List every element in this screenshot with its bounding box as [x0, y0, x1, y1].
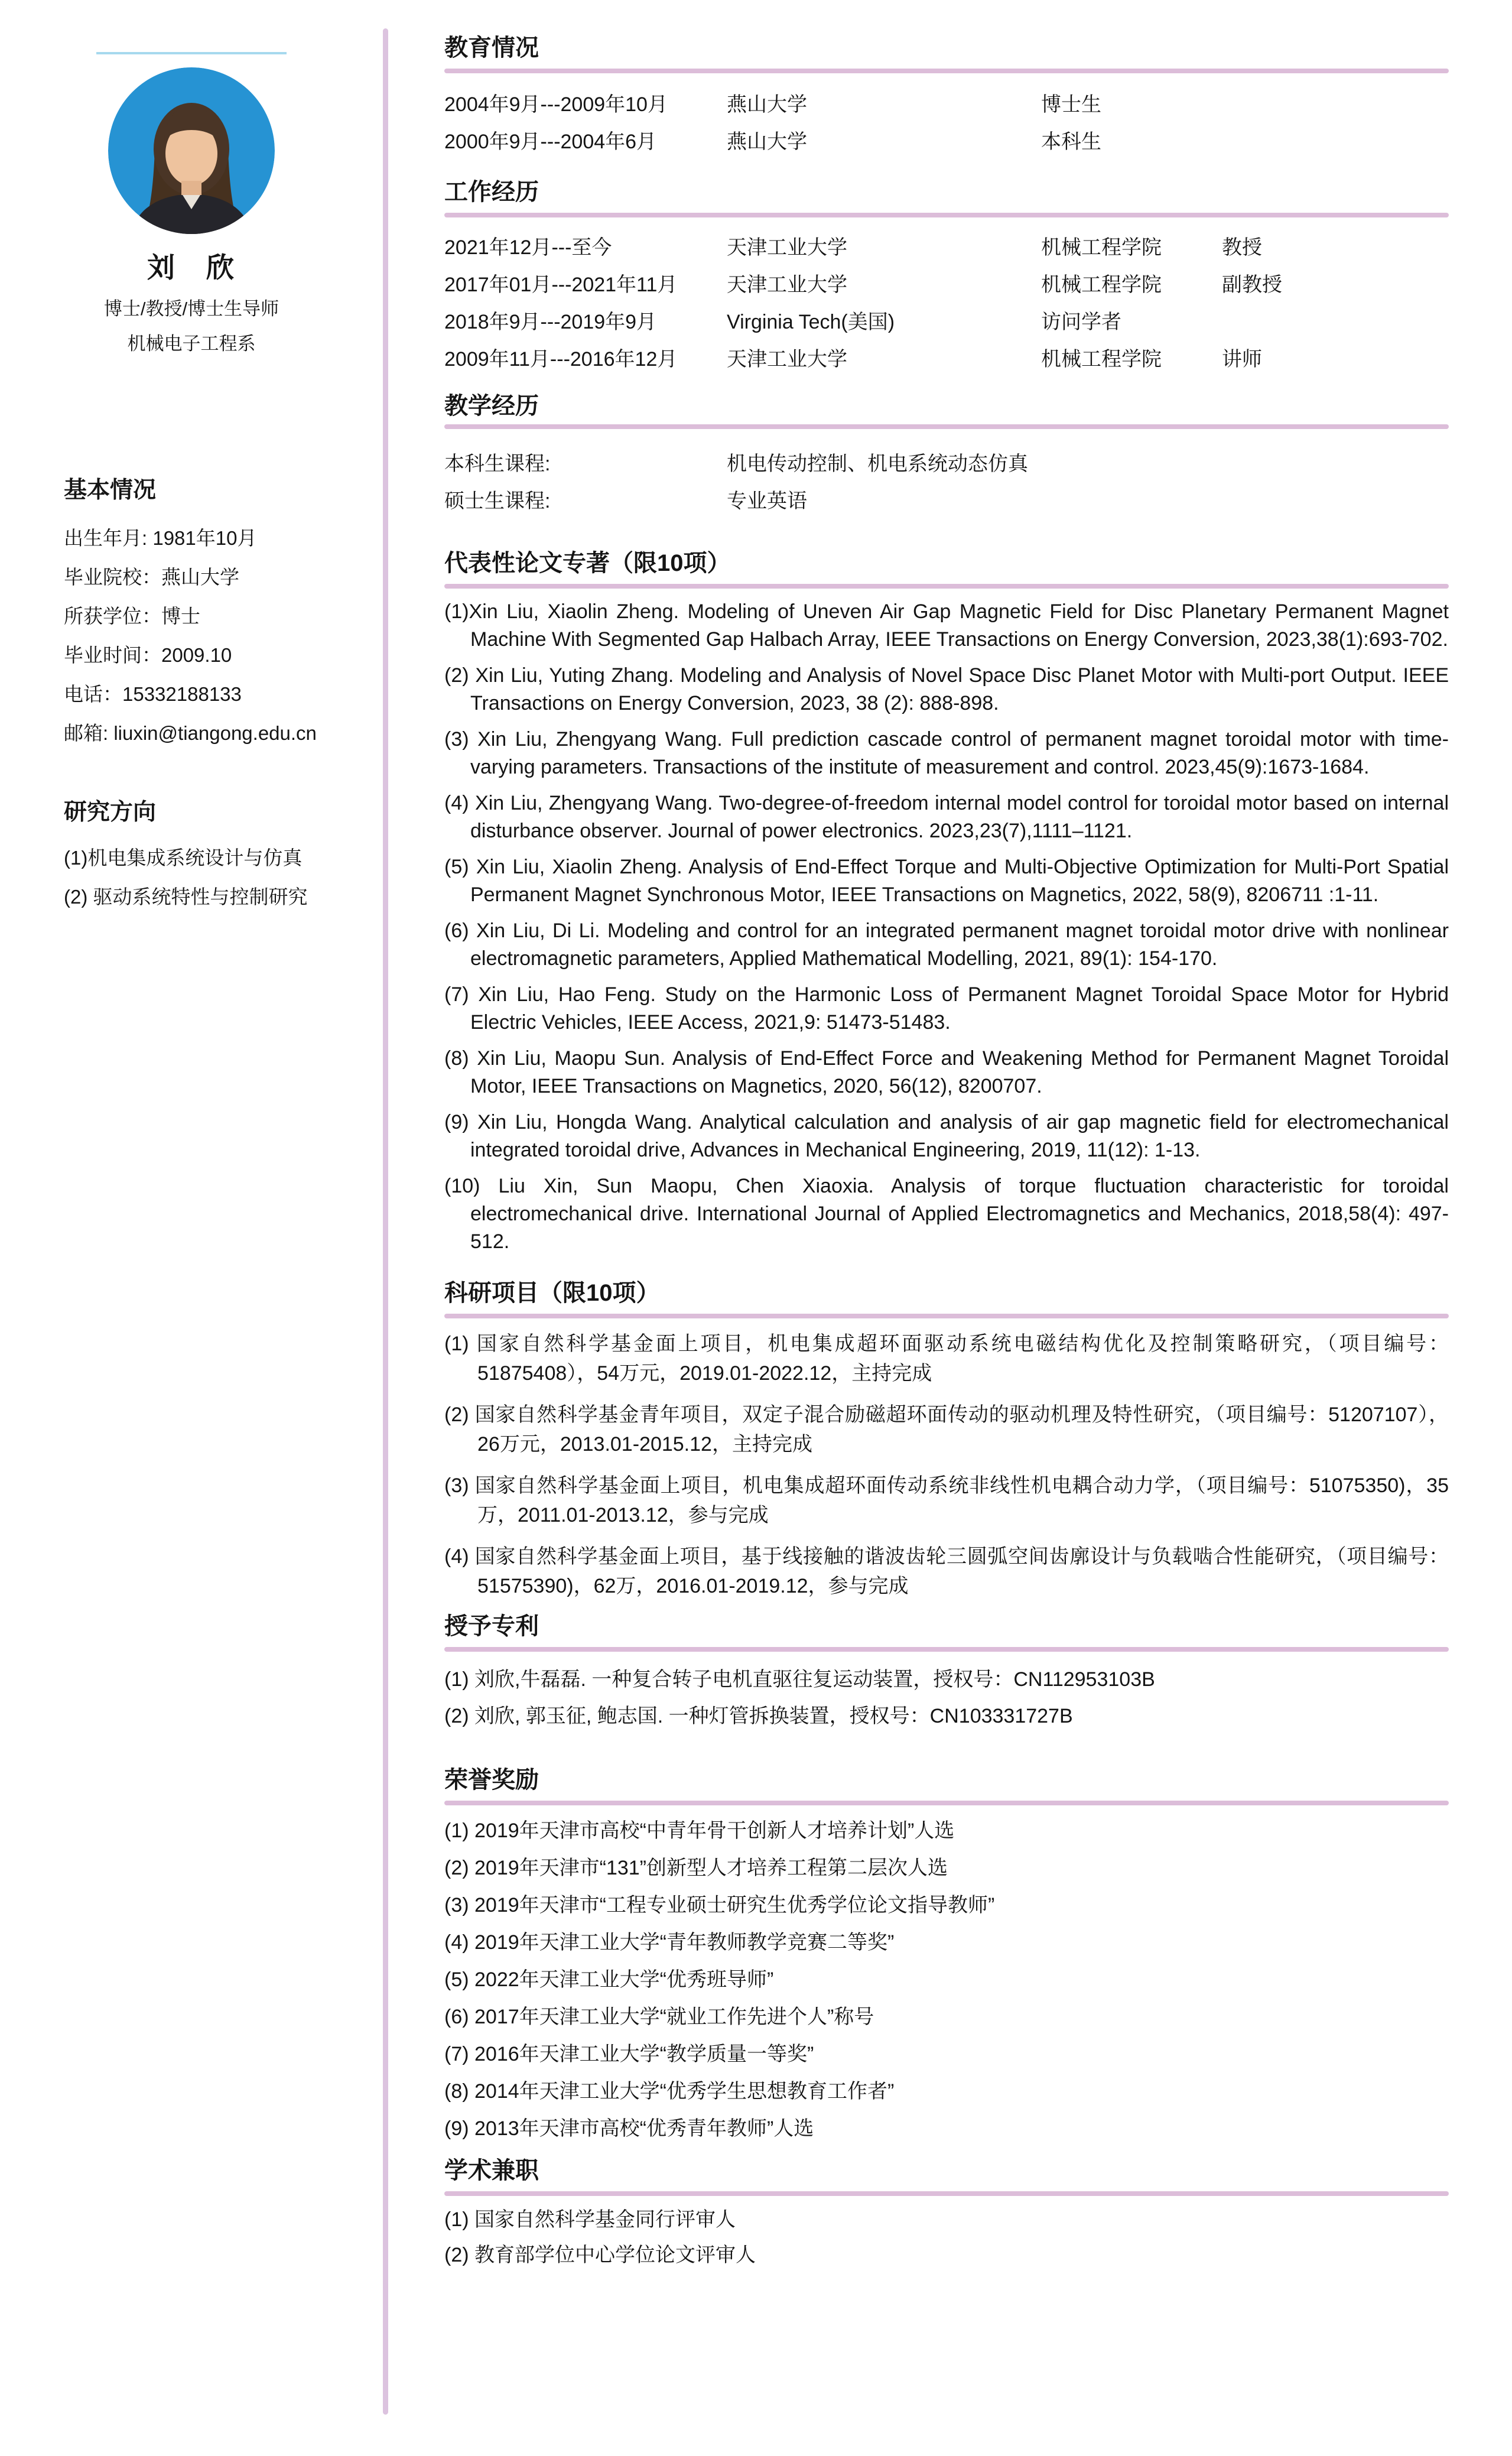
sidebar [0, 0, 383, 917]
education-heading: 教育情况 [444, 35, 539, 61]
projects-list [444, 1329, 1449, 1601]
education-table [444, 86, 1449, 161]
work-row [444, 229, 1449, 267]
education-period: 2004年9月---2009年10月 [444, 93, 668, 116]
work-title: 教授 [1222, 236, 1262, 259]
honor-item: (7) 2016年天津工业大学“教学质量一等奖” [444, 2043, 814, 2065]
work-dept: 访问学者 [1041, 311, 1121, 333]
project-item: (4) 国家自然科学基金面上项目，基于线接触的谐波齿轮三圆弧空间齿廓设计与负载啮合性能研究，（项目编号：51575390)，62万，2016.01-2019.12，参与完成 [444, 1545, 1449, 1597]
work-org: Virginia Tech(美国) [727, 311, 895, 333]
paper-item: (2) Xin Liu, Yuting Zhang. Modeling and Analysis of Novel Space Disc Planet Motor with Multi-port Output. IEEE Transactions on Energy Conversion, 2023, 38 (2): 888-898. [444, 664, 1449, 714]
education-row [444, 86, 1449, 124]
section-rule [444, 424, 1449, 429]
education-period: 2000年9月---2004年6月 [444, 131, 657, 153]
paper-item: (1)Xin Liu, Xiaolin Zheng. Modeling of Uneven Air Gap Magnetic Field for Disc Planetary Permanent Magnet Machine With Segmented Gap Halbach Array, IEEE Transactions on Energy Conversion, 2023,38(1):693-702. [444, 600, 1449, 651]
academic-service-list [444, 2202, 1449, 2273]
work-period: 2021年12月---至今 [444, 236, 612, 259]
honors-section [444, 1766, 1449, 2148]
research-item: (2) 驱动系统特性与控制研究 [64, 885, 308, 908]
paper-item: (9) Xin Liu, Hongda Wang. Analytical calculation and analysis of air gap magnetic field for electromechanical integrated toroidal drive, Advances in Mechanical Engineering, 2019, 11(12): 1-13. [444, 1111, 1449, 1161]
work-heading: 工作经历 [444, 179, 539, 205]
papers-heading: 代表性论文专著（限10项） [444, 550, 731, 576]
section-rule [444, 69, 1449, 73]
section-rule [444, 1314, 1449, 1318]
teaching-courses: 专业英语 [727, 490, 807, 512]
degree: 所获学位：博士 [64, 605, 200, 627]
education-degree: 博士生 [1041, 93, 1101, 116]
honor-item: (3) 2019年天津市“工程专业硕士研究生优秀学位论文指导教师” [444, 1894, 995, 1916]
graduation-date: 毕业时间：2009.10 [64, 644, 232, 666]
honors-heading: 荣誉奖励 [444, 1767, 539, 1793]
honor-item: (2) 2019年天津市“131”创新型人才培养工程第二层次人选 [444, 1857, 948, 1879]
papers-list [444, 598, 1449, 1256]
work-title: 讲师 [1222, 348, 1262, 371]
work-row [444, 267, 1449, 304]
service-item: (1) 国家自然科学基金同行评审人 [444, 2208, 736, 2231]
paper-item: (5) Xin Liu, Xiaolin Zheng. Analysis of End-Effect Torque and Multi-Objective Optimization for Multi-Port Spatial Permanent Magnet Synchronous Motor, IEEE Transactions on Magnetics, 2022, 58(9), 8206711 :1-11. [444, 856, 1449, 906]
work-dept: 机械工程学院 [1041, 348, 1162, 371]
education-degree: 本科生 [1041, 131, 1101, 153]
paper-item: (3) Xin Liu, Zhengyang Wang. Full prediction cascade control of permanent magnet toroidal motor with time-varying parameters. Transactions of the institute of measurement and control. 2023,45(9):1673-1684. [444, 728, 1449, 778]
work-title [1222, 304, 1449, 341]
person-name: 刘 欣 [147, 252, 236, 283]
honor-item: (6) 2017年天津工业大学“就业工作先进个人”称号 [444, 2006, 874, 2028]
project-item: (1) 国家自然科学基金面上项目，机电集成超环面驱动系统电磁结构优化及控制策略研究，（项目编号：51875408），54万元，2019.01-2022.12，主持完成 [444, 1333, 1449, 1385]
education-school: 燕山大学 [727, 93, 807, 116]
alma-mater: 毕业院校：燕山大学 [64, 566, 239, 588]
patents-section [444, 1613, 1449, 1734]
papers-section [444, 550, 1449, 1256]
teaching-section [444, 392, 1449, 520]
paper-item: (10) Liu Xin, Sun Maopu, Chen Xiaoxia. Analysis of torque fluctuation characteristic for toroidal electromechanical drive. International Journal of Applied Electromagnetics and Mechanics, 2018,58(4): 497-512. [444, 1175, 1449, 1253]
education-row [444, 124, 1449, 161]
work-row [444, 341, 1449, 378]
education-section [444, 34, 1449, 161]
main-content [444, 0, 1449, 2273]
honor-item: (9) 2013年天津市高校“优秀青年教师”人选 [444, 2117, 814, 2140]
teaching-row [444, 446, 1449, 483]
work-org: 天津工业大学 [727, 348, 847, 371]
project-item: (2) 国家自然科学基金青年项目，双定子混合励磁超环面传动的驱动机理及特性研究，（项目编号：51207107），26万元，2013.01-2015.12，主持完成 [444, 1404, 1449, 1456]
work-dept: 机械工程学院 [1041, 236, 1162, 259]
work-org: 天津工业大学 [727, 274, 847, 296]
section-rule [444, 1801, 1449, 1805]
projects-section [444, 1279, 1449, 1601]
paper-item: (7) Xin Liu, Hao Feng. Study on the Harmonic Loss of Permanent Magnet Toroidal Space Motor for Hybrid Electric Vehicles, IEEE Access, 2021,9: 51473-51483. [444, 983, 1449, 1034]
service-item: (2) 教育部学位中心学位论文评审人 [444, 2244, 756, 2266]
projects-heading: 科研项目（限10项） [444, 1280, 660, 1306]
email: 邮箱: liuxin@tiangong.edu.cn [64, 722, 317, 744]
teaching-table [444, 446, 1449, 520]
teaching-label: 本科生课程: [444, 453, 551, 475]
person-department: 机械电子工程系 [127, 333, 256, 354]
research-direction-section [64, 800, 372, 917]
work-row [444, 304, 1449, 341]
honor-item: (1) 2019年天津市高校“中青年骨干创新人才培养计划”人选 [444, 1820, 955, 1842]
honors-list [444, 1812, 1449, 2148]
basic-info-section [64, 478, 372, 753]
column-divider [383, 28, 388, 2415]
work-section [444, 178, 1449, 378]
section-rule [444, 584, 1449, 589]
paper-item: (4) Xin Liu, Zhengyang Wang. Two-degree-of-freedom internal model control for toroidal motor based on internal disturbance observer. Journal of power electronics. 2023,23(7),1111–1121. [444, 792, 1449, 842]
work-title: 副教授 [1222, 274, 1282, 296]
work-period: 2018年9月---2019年9月 [444, 311, 657, 333]
honor-item: (4) 2019年天津工业大学“青年教师教学竞赛二等奖” [444, 1931, 895, 1954]
paper-item: (8) Xin Liu, Maopu Sun. Analysis of End-Effect Force and Weakening Method for Permanent Magnet Toroidal Motor, IEEE Transactions on Magnetics, 2020, 56(12), 8200707. [444, 1047, 1449, 1097]
teaching-courses: 机电传动控制、机电系统动态仿真 [727, 453, 1028, 475]
honor-item: (8) 2014年天津工业大学“优秀学生思想教育工作者” [444, 2080, 895, 2103]
work-period: 2017年01月---2021年11月 [444, 274, 678, 296]
work-table [444, 229, 1449, 378]
project-item: (3) 国家自然科学基金面上项目，机电集成超环面传动系统非线性机电耦合动力学，（项目编号：51075350)，35万，2011.01-2013.12，参与完成 [444, 1474, 1449, 1526]
section-rule [444, 2191, 1449, 2196]
academic-service-heading: 学术兼职 [444, 2158, 539, 2184]
basic-info-heading: 基本情况 [64, 477, 157, 503]
basic-info-list [64, 519, 372, 753]
research-item: (1)机电集成系统设计与仿真 [64, 846, 303, 869]
section-rule [444, 1647, 1449, 1652]
work-dept: 机械工程学院 [1041, 274, 1162, 296]
teaching-row [444, 483, 1449, 520]
profile-photo-graphic [108, 67, 275, 234]
education-school: 燕山大学 [727, 131, 807, 153]
sidebar-accent-line [96, 52, 287, 54]
birth-date: 出生年月: 1981年10月 [64, 527, 257, 549]
academic-service-section [444, 2157, 1449, 2273]
education-extra [1222, 124, 1449, 161]
patents-heading: 授予专利 [444, 1613, 539, 1639]
section-rule [444, 213, 1449, 217]
phone: 电话：15332188133 [64, 683, 242, 705]
patent-item: (2) 刘欣, 郭玉征, 鲍志国. 一种灯管拆换装置，授权号：CN103331727B [444, 1705, 1073, 1727]
education-extra [1222, 86, 1449, 124]
profile-photo [108, 67, 275, 234]
patents-list [444, 1661, 1449, 1734]
honor-item: (5) 2022年天津工业大学“优秀班导师” [444, 1968, 774, 1991]
patent-item: (1) 刘欣,牛磊磊. 一种复合转子电机直驱往复运动装置，授权号：CN112953103B [444, 1668, 1155, 1691]
research-direction-heading: 研究方向 [64, 799, 157, 825]
teaching-heading: 教学经历 [444, 393, 539, 419]
work-period: 2009年11月---2016年12月 [444, 348, 678, 371]
person-title: 博士/教授/博士生导师 [103, 298, 279, 319]
research-direction-list [64, 839, 372, 917]
teaching-label: 硕士生课程: [444, 490, 551, 512]
work-org: 天津工业大学 [727, 236, 847, 259]
paper-item: (6) Xin Liu, Di Li. Modeling and control for an integrated permanent magnet toroidal motor drive with nonlinear electromagnetic parameters, Applied Mathematical Modelling, 2021, 89(1): 154-170. [444, 920, 1449, 970]
